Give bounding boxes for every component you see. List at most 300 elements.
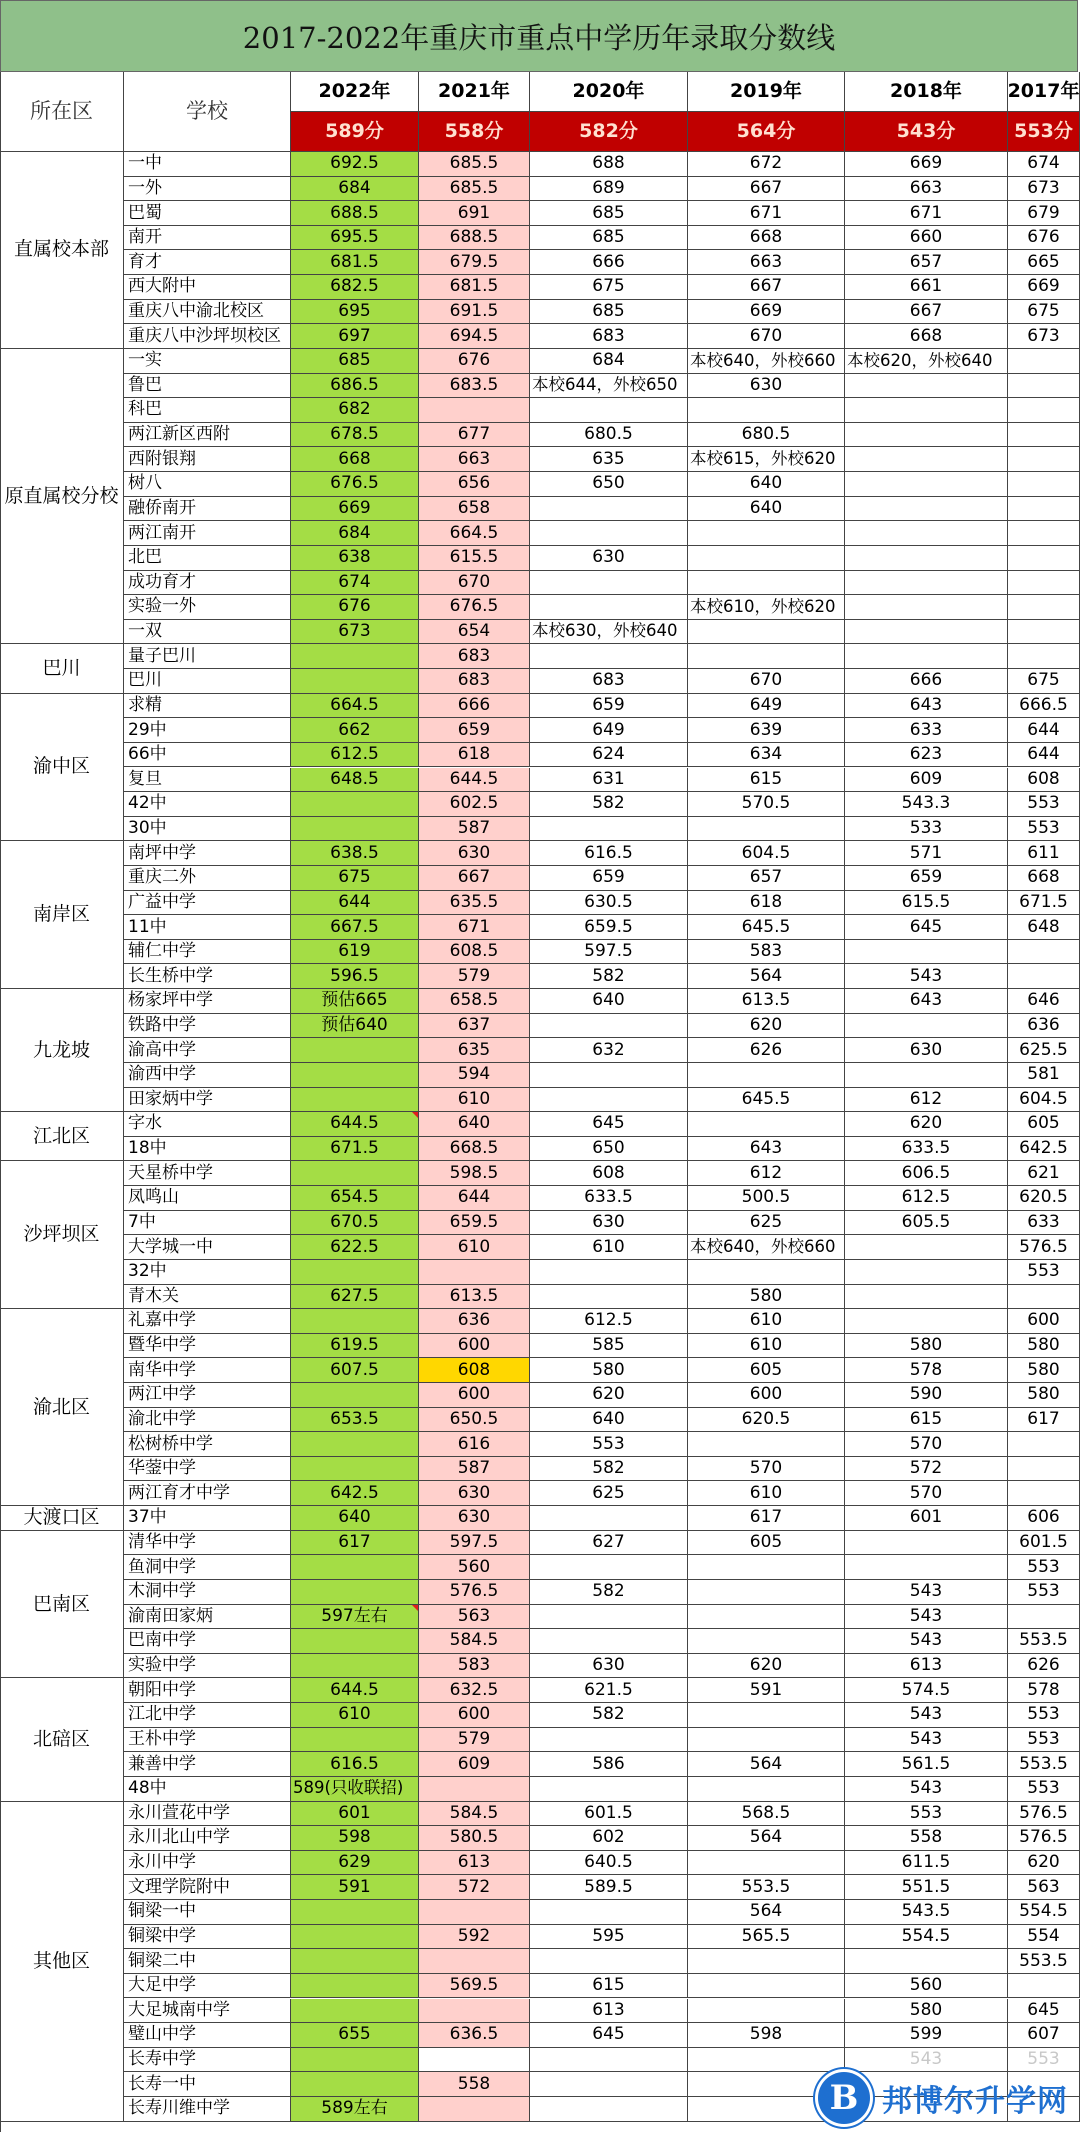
school-name: 11中 [124,915,291,940]
score-cell: 660 [845,226,1008,251]
score-cell: 633.5 [530,1186,688,1211]
school-name: 西大附中 [124,275,291,300]
score-cell [530,1260,688,1285]
school-name: 凤鸣山 [124,1186,291,1211]
score-cell: 579 [419,1728,530,1753]
score-cell: 580 [1008,1334,1080,1359]
score-cell [1008,1285,1080,1310]
score-cell: 621 [1008,1161,1080,1186]
score-cell: 630.5 [530,891,688,916]
school-name: 求精 [124,694,291,719]
score-cell: 623 [845,743,1008,768]
score-cell: 692.5 [291,152,419,177]
score-cell [291,1580,419,1605]
school-name: 鲁巴 [124,374,291,399]
score-cell: 543 [845,1629,1008,1654]
score-cell: 679.5 [419,250,530,275]
score-cell [1008,940,1080,965]
score-cell: 617 [291,1531,419,1556]
school-name: 树八 [124,472,291,497]
score-cell [291,1038,419,1063]
district-cell: 沙坪坝区 [0,1161,124,1309]
score-cell: 683 [419,644,530,669]
score-cell: 686.5 [291,374,419,399]
score-cell: 659 [530,866,688,891]
score-cell: 543 [845,1777,1008,1802]
school-name: 48中 [124,1777,291,1802]
score-cell: 613 [530,1999,688,2024]
score-cell: 598 [291,1826,419,1851]
score-cell: 662 [291,718,419,743]
score-cell: 615.5 [845,891,1008,916]
school-name: 两江南开 [124,521,291,546]
table-title: 2017-2022年重庆市重点中学历年录取分数线 [0,0,1078,72]
score-cell [419,1949,530,1974]
header-cutoff-score: 553分 [1008,112,1080,152]
score-cell: 613.5 [688,989,845,1014]
score-cell: 645 [530,1112,688,1137]
score-cell [688,1605,845,1630]
header-cutoff-score: 582分 [530,112,688,152]
school-name: 广益中学 [124,891,291,916]
school-name: 巴川 [124,669,291,694]
district-cell: 九龙坡 [0,989,124,1112]
score-cell: 598.5 [419,1161,530,1186]
score-cell: 620 [530,1383,688,1408]
score-cell [845,1555,1008,1580]
score-cell: 643 [845,694,1008,719]
score-cell: 669 [291,497,419,522]
score-cell: 500.5 [688,1186,845,1211]
score-cell [688,1949,845,1974]
score-cell [1008,1974,1080,1999]
score-cell: 608 [1008,768,1080,793]
score-cell: 654 [419,620,530,645]
score-cell: 616.5 [291,1752,419,1777]
score-cell [530,644,688,669]
score-cell: 636 [1008,1014,1080,1039]
score-cell: 613 [419,1851,530,1876]
school-name: 重庆八中渝北校区 [124,300,291,325]
score-cell: 645.5 [688,1088,845,1113]
score-cell: 678.5 [291,423,419,448]
score-cell: 578 [1008,1678,1080,1703]
score-cell: 607.5 [291,1358,419,1383]
score-cell: 本校630，外校640 [530,620,688,645]
score-cell: 582 [530,1703,688,1728]
score-cell [530,1605,688,1630]
score-cell: 659 [530,694,688,719]
score-cell [845,546,1008,571]
score-cell: 684 [530,349,688,374]
score-cell: 649 [530,718,688,743]
school-name: 两江中学 [124,1383,291,1408]
score-cell: 676 [419,349,530,374]
score-cell [291,1309,419,1334]
score-cell: 630 [845,1038,1008,1063]
score-cell [688,1112,845,1137]
score-cell: 695.5 [291,226,419,251]
score-cell [1008,1432,1080,1457]
score-cell: 553 [845,1802,1008,1827]
score-cell: 616 [419,1432,530,1457]
score-cell [1008,447,1080,472]
score-cell: 669 [845,152,1008,177]
score-cell: 667 [845,300,1008,325]
score-cell: 553.5 [1008,1629,1080,1654]
score-cell [419,2097,530,2122]
score-cell: 659 [419,718,530,743]
score-cell: 630 [530,1211,688,1236]
score-cell [291,1999,419,2024]
score-cell: 570.5 [688,792,845,817]
score-cell [530,1900,688,1925]
score-cell: 568.5 [688,1802,845,1827]
score-cell: 644.5 [291,1112,419,1137]
score-cell: 682.5 [291,275,419,300]
score-cell: 543 [845,1728,1008,1753]
score-cell: 630 [419,1506,530,1531]
score-cell [419,1900,530,1925]
school-name: 渝南田家炳 [124,1605,291,1630]
score-cell: 680.5 [530,423,688,448]
score-cell: 620 [688,1014,845,1039]
score-cell: 576.5 [1008,1826,1080,1851]
score-cell: 584.5 [419,1802,530,1827]
score-cell: 685 [530,201,688,226]
score-cell [845,1063,1008,1088]
district-cell: 直属校本部 [0,152,124,349]
header-cutoff-score: 564分 [688,112,845,152]
score-cell: 583 [419,1654,530,1679]
score-cell: 585 [530,1334,688,1359]
school-name: 文理学院附中 [124,1875,291,1900]
score-cell: 684 [291,177,419,202]
school-name: 重庆八中沙坪坝校区 [124,324,291,349]
score-cell: 683 [530,324,688,349]
score-cell: 637 [419,1014,530,1039]
score-cell: 580.5 [419,1826,530,1851]
score-cell: 671 [845,201,1008,226]
score-cell: 553 [1008,1555,1080,1580]
score-cell: 572 [419,1875,530,1900]
score-cell: 654.5 [291,1186,419,1211]
score-cell: 646 [1008,989,1080,1014]
score-cell [530,398,688,423]
score-cell [291,1728,419,1753]
score-cell: 594 [419,1063,530,1088]
school-name: 铜梁二中 [124,1949,291,1974]
score-cell: 612.5 [530,1309,688,1334]
score-cell: 600 [419,1334,530,1359]
score-cell [1008,374,1080,399]
score-cell: 543.5 [845,1900,1008,1925]
score-cell: 543.3 [845,792,1008,817]
score-cell: 580 [1008,1358,1080,1383]
score-cell: 611.5 [845,1851,1008,1876]
score-cell: 570 [688,1457,845,1482]
score-cell: 663 [419,447,530,472]
school-name: 科巴 [124,398,291,423]
score-cell: 574.5 [845,1678,1008,1703]
score-cell [530,1088,688,1113]
score-cell [291,1088,419,1113]
score-cell: 680.5 [688,423,845,448]
school-name: 杨家坪中学 [124,989,291,1014]
header-year: 2018年 [845,72,1008,112]
score-cell: 640 [419,1112,530,1137]
score-cell: 576.5 [1008,1235,1080,1260]
score-cell: 672 [688,152,845,177]
school-name: 清华中学 [124,1531,291,1556]
score-cell: 645 [1008,1999,1080,2024]
score-cell [530,817,688,842]
score-cell [530,521,688,546]
score-cell: 本校644，外校650 [530,374,688,399]
district-cell: 巴南区 [0,1531,124,1679]
score-cell: 613.5 [419,1285,530,1310]
score-cell [1008,595,1080,620]
score-cell: 612.5 [845,1186,1008,1211]
score-cell: 591 [291,1875,419,1900]
score-cell: 643 [845,989,1008,1014]
score-cell [688,1580,845,1605]
score-cell: 656 [419,472,530,497]
score-cell: 615 [845,1408,1008,1433]
school-name: 66中 [124,743,291,768]
score-cell: 619 [291,940,419,965]
score-cell [419,1260,530,1285]
score-cell [845,1309,1008,1334]
school-name: 字水 [124,1112,291,1137]
score-cell [530,1285,688,1310]
score-cell: 671 [688,201,845,226]
score-cell: 679 [1008,201,1080,226]
score-cell: 608 [419,1358,530,1383]
score-cell [419,2048,530,2073]
score-cell: 565.5 [688,1925,845,1950]
school-name: 大学城一中 [124,1235,291,1260]
score-cell: 606.5 [845,1161,1008,1186]
score-cell: 598 [688,2023,845,2048]
score-cell: 636.5 [419,2023,530,2048]
score-cell: 644.5 [419,768,530,793]
score-cell: 615 [530,1974,688,1999]
score-cell [845,398,1008,423]
score-cell [530,1728,688,1753]
score-cell: 645 [530,2023,688,2048]
score-cell [845,1014,1008,1039]
score-cell: 609 [419,1752,530,1777]
score-cell [845,423,1008,448]
school-name: 32中 [124,1260,291,1285]
score-cell [1008,423,1080,448]
score-cell: 620.5 [1008,1186,1080,1211]
score-cell: 612 [688,1161,845,1186]
score-cell: 本校610，外校620 [688,595,845,620]
score-cell: 608 [530,1161,688,1186]
score-cell: 543 [845,1605,1008,1630]
score-cell [530,1014,688,1039]
score-cell: 553 [1008,1777,1080,1802]
site-logo-icon: B [818,2072,870,2124]
school-name: 一双 [124,620,291,645]
score-cell [419,1777,530,1802]
score-cell: 618 [688,891,845,916]
school-name: 铜梁一中 [124,1900,291,1925]
score-cell: 553.5 [688,1875,845,1900]
school-name: 北巴 [124,546,291,571]
score-cell: 582 [530,792,688,817]
score-cell: 621.5 [530,1678,688,1703]
score-cell [688,1063,845,1088]
score-cell [291,1654,419,1679]
school-name: 松树桥中学 [124,1432,291,1457]
score-cell: 589左右 [291,2097,419,2122]
score-cell: 667 [419,866,530,891]
score-cell [291,1900,419,1925]
score-cell [530,1063,688,1088]
district-cell: 江北区 [0,1112,124,1161]
score-cell: 543 [845,1580,1008,1605]
score-cell [291,2048,419,2073]
score-cell: 625.5 [1008,1038,1080,1063]
score-cell [291,1629,419,1654]
school-name: 两江新区西附 [124,423,291,448]
score-cell: 630 [419,1481,530,1506]
score-cell: 664.5 [291,694,419,719]
school-name: 实验中学 [124,1654,291,1679]
score-cell [845,940,1008,965]
score-cell: 553 [1008,1703,1080,1728]
score-cell: 563 [1008,1875,1080,1900]
school-name: 华蓥中学 [124,1457,291,1482]
score-cell: 663 [845,177,1008,202]
score-cell: 691.5 [419,300,530,325]
school-name: 巴蜀 [124,201,291,226]
score-cell [1008,571,1080,596]
score-cell: 639 [688,718,845,743]
school-name: 7中 [124,1211,291,1236]
school-name: 青木关 [124,1285,291,1310]
score-cell: 644 [291,891,419,916]
score-cell: 676 [291,595,419,620]
score-cell [1008,472,1080,497]
score-cell: 600 [419,1383,530,1408]
score-cell: 590 [845,1383,1008,1408]
score-cell: 554 [1008,1925,1080,1950]
score-cell: 689 [530,177,688,202]
score-cell: 655 [291,2023,419,2048]
score-cell: 642.5 [291,1481,419,1506]
score-cell: 618 [419,743,530,768]
district-cell: 南岸区 [0,841,124,989]
header-cutoff-score: 558分 [419,112,530,152]
school-name: 辅仁中学 [124,940,291,965]
school-name: 田家炳中学 [124,1088,291,1113]
score-cell: 664.5 [419,521,530,546]
score-cell: 605 [688,1531,845,1556]
score-cell: 569.5 [419,1974,530,1999]
school-name: 37中 [124,1506,291,1531]
score-cell: 622.5 [291,1235,419,1260]
score-cell [1008,1605,1080,1630]
score-cell [530,2097,688,2122]
score-cell: 648.5 [291,768,419,793]
score-cell: 610 [688,1334,845,1359]
header-cutoff-score: 543分 [845,112,1008,152]
score-cell [530,595,688,620]
score-cell: 649 [688,694,845,719]
school-name: 江北中学 [124,1703,291,1728]
school-name: 大足中学 [124,1974,291,1999]
score-cell: 592 [419,1925,530,1950]
score-cell: 627.5 [291,1285,419,1310]
score-cell: 611 [1008,841,1080,866]
score-cell: 685.5 [419,177,530,202]
score-cell: 582 [530,964,688,989]
score-cell: 610 [688,1309,845,1334]
school-name: 复旦 [124,768,291,793]
score-cell [845,521,1008,546]
score-cell [530,1506,688,1531]
district-cell: 巴川 [0,644,124,693]
score-cell [1008,497,1080,522]
score-cell: 554.5 [845,1925,1008,1950]
header-year: 2017年 [1008,72,1080,112]
score-cell: 676.5 [419,595,530,620]
score-cell [530,497,688,522]
score-cell: 673 [291,620,419,645]
score-cell: 627 [530,1531,688,1556]
score-cell: 635.5 [419,891,530,916]
score-cell [1008,620,1080,645]
score-cell: 675 [530,275,688,300]
score-cell: 681.5 [419,275,530,300]
score-cell: 644 [419,1186,530,1211]
score-cell: 653.5 [291,1408,419,1433]
school-name: 渝西中学 [124,1063,291,1088]
score-cell: 671.5 [291,1137,419,1162]
score-cell: 551.5 [845,1875,1008,1900]
school-name: 铁路中学 [124,1014,291,1039]
score-cell: 648 [1008,915,1080,940]
score-cell: 682 [291,398,419,423]
score-cell: 610 [419,1088,530,1113]
score-cell [530,2072,688,2097]
school-name: 王朴中学 [124,1728,291,1753]
score-cell: 本校620，外校640 [845,349,1008,374]
score-cell: 644 [1008,743,1080,768]
score-cell: 620.5 [688,1408,845,1433]
score-cell [688,1703,845,1728]
score-cell: 683.5 [419,374,530,399]
score-cell: 564 [688,1900,845,1925]
district-cell: 渝北区 [0,1309,124,1506]
school-name: 渝北中学 [124,1408,291,1433]
score-cell: 630 [419,841,530,866]
score-cell: 665 [1008,250,1080,275]
score-cell [688,1851,845,1876]
score-cell: 688 [530,152,688,177]
score-cell: 632.5 [419,1678,530,1703]
score-cell: 673 [1008,324,1080,349]
score-cell: 600 [419,1703,530,1728]
score-cell: 670 [419,571,530,596]
score-cell: 670 [688,669,845,694]
score-cell [1008,521,1080,546]
score-cell [530,1949,688,1974]
